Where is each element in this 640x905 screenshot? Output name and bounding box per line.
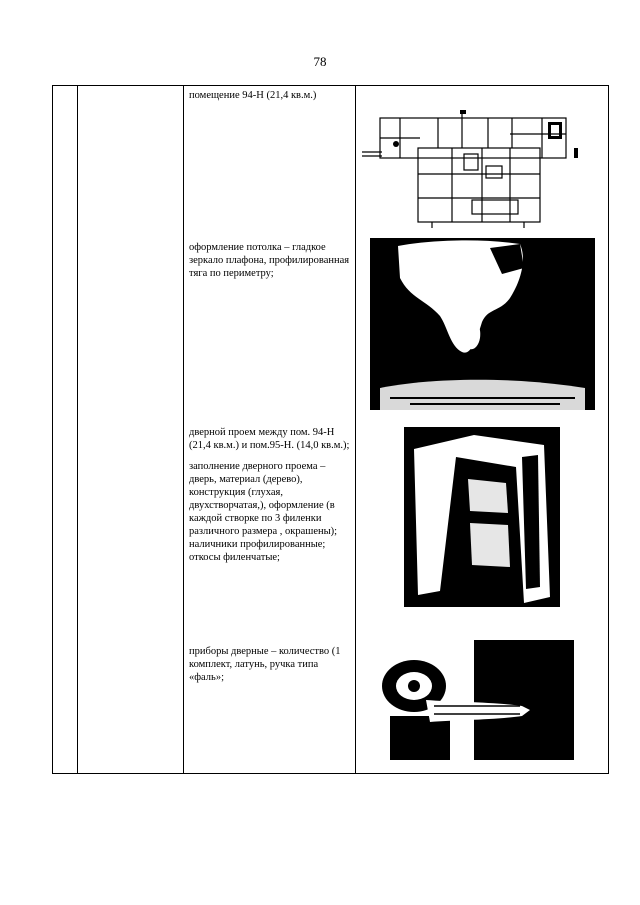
ceiling-description-text: оформление потолка – гладкое зеркало плафона, профилированная тяга по периметру; (189, 242, 350, 279)
door-opening-text: дверной проем между пом. 94-Н (21,4 кв.м.) и пом.95-Н. (14,0 кв.м.); (189, 427, 350, 451)
room-label-text: помещение 94-Н (21,4 кв.м.) (189, 90, 317, 101)
page-number: 78 (313, 54, 327, 69)
door-reveals-text: откосы филенчатые; (189, 552, 280, 563)
door-casings-text: наличники профилированные; (189, 539, 326, 550)
hardware-description-text: приборы дверные – количество (1 комплект, латунь, ручка типа «фаль»; (189, 646, 341, 683)
column-divider-2 (183, 86, 184, 773)
hardware-description (189, 645, 351, 684)
door-handle-photo (374, 640, 574, 760)
column-divider-3 (355, 86, 356, 773)
door-photo-graphic (404, 427, 560, 607)
ceiling-description (189, 241, 351, 280)
floor-plan-image (360, 104, 586, 228)
room-label (189, 89, 351, 102)
floor-plan-drawing (360, 104, 586, 228)
column-divider-1 (77, 86, 78, 773)
ceiling-photo (370, 238, 595, 410)
door-handle-photo-graphic (374, 640, 574, 760)
door-description (189, 426, 351, 564)
door-filling-text: заполнение дверного проема – дверь, материал (дерево), конструкция (глухая, двухстворчатая,), оформление (в каждой створке по 3 филенки различного размера , окрашены); (189, 461, 338, 537)
ceiling-photo-graphic (370, 238, 595, 410)
door-photo (404, 427, 560, 607)
